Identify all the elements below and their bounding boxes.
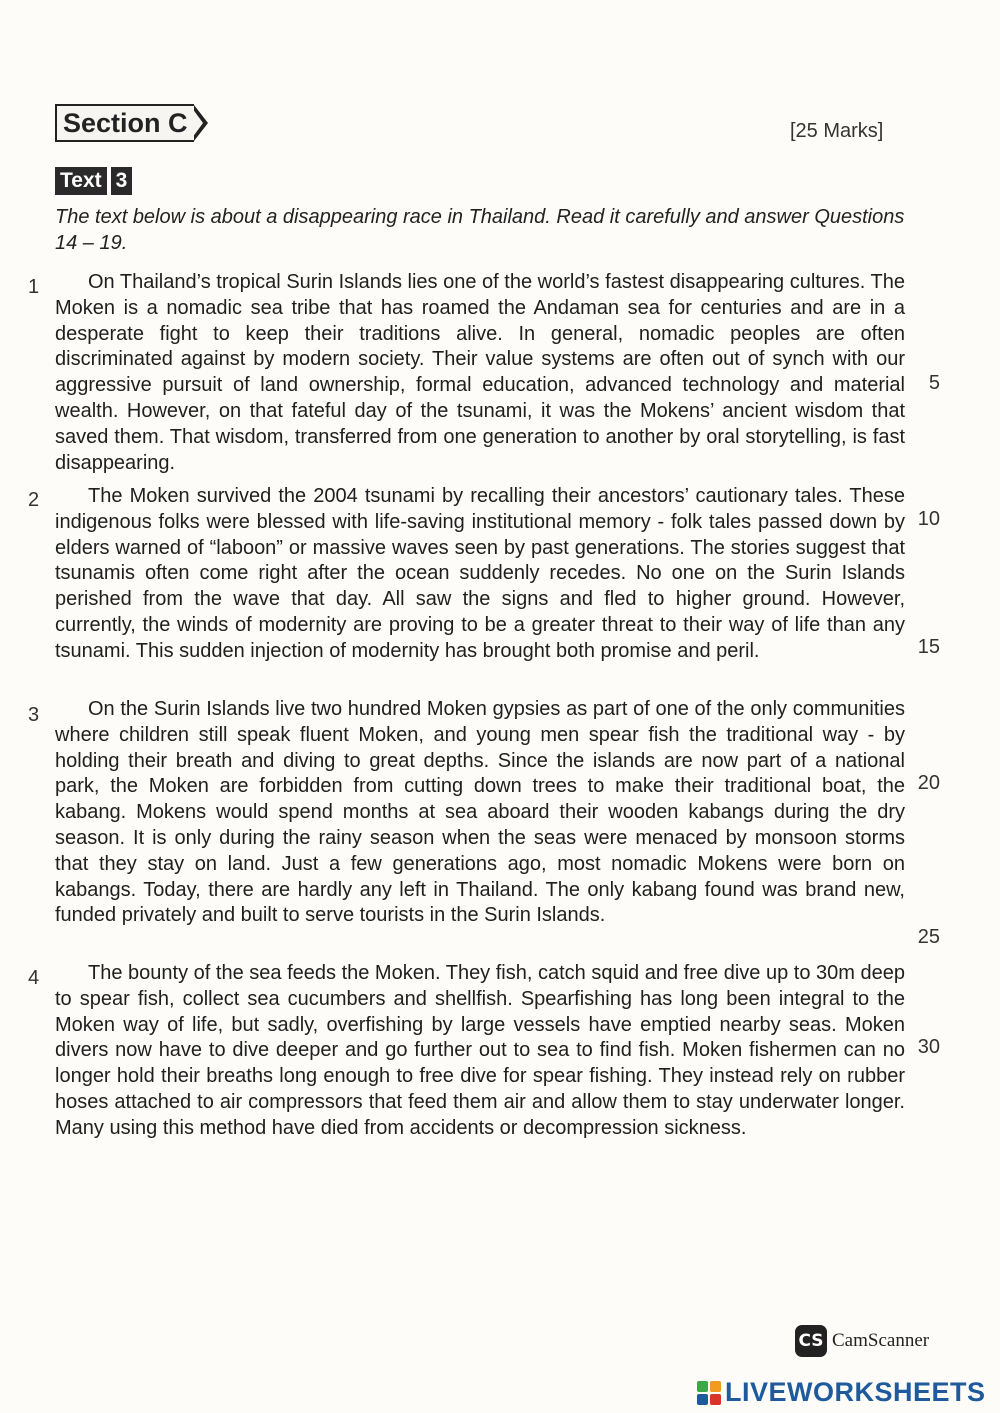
text-label-number: 3 bbox=[111, 167, 133, 195]
line-number: 30 bbox=[917, 1036, 940, 1058]
camscanner-text: CamScanner bbox=[832, 1330, 930, 1351]
camscanner-logo-icon: CS bbox=[795, 1325, 827, 1357]
line-number: 20 bbox=[917, 772, 940, 794]
section-arrow-icon bbox=[194, 105, 208, 141]
paragraph-4 bbox=[55, 961, 905, 1142]
paragraph-number: 4 bbox=[28, 967, 40, 989]
paragraph-3 bbox=[55, 697, 905, 929]
paragraph-number: 2 bbox=[28, 489, 40, 511]
section-tag bbox=[55, 104, 208, 142]
paragraph-1 bbox=[55, 270, 905, 476]
line-number: 15 bbox=[917, 636, 940, 658]
line-number: 5 bbox=[928, 372, 940, 394]
paragraph-text: The Moken survived the 2004 tsunami by recalling their ancestors’ cautionary tales. These indigenous folks were blessed with life-saving institutional memory - folk tales passed down by elders warned of “laboon” or massive waves seen by past generations. The stories suggest that tsunamis often come right after the ocean suddenly recedes. No one on the Surin Islands perished from the wave that day. All saw the signs and fled to higher ground. However, currently, the winds of modernity are proving to be a greater threat to their way of life than any tsunami. This sudden injection of modernity has brought both promise and peril. bbox=[55, 485, 905, 662]
instructions: The text below is about a disappearing race in Thailand. Read it carefully and answer Questions 14 – 19. bbox=[55, 206, 905, 254]
paragraph-number: 3 bbox=[28, 704, 40, 726]
camscanner-watermark bbox=[795, 1325, 929, 1357]
paragraph-text: The bounty of the sea feeds the Moken. They fish, catch squid and free dive up to 30m deep to spear fish, collect sea cucumbers and shellfish. Spearfishing has long been integral to the Moken way of life, but sadly, overfishing by large vessels have emptied nearby seas. Moken divers now have to dive deeper and go further out to sea to find fish. Moken fishermen can no longer hold their breaths long enough to free dive for spear fishing. They instead rely on rubber hoses attached to air compressors that feed them air and allow them to stay underwater longer. Many using this method have died from accidents or decompression sickness. bbox=[55, 962, 905, 1139]
paragraph-text: On the Surin Islands live two hundred Moken gypsies as part of one of the only communities where children still speak fluent Moken, and young men spear fish the traditional way - by holding their breath and diving to great depths. Since the islands are now part of a national park, the Moken are forbidden from cutting down trees to make their traditional boat, the kabang. Mokens would spend months at sea aboard their wooden kabangs during the dry season. It is only during the rainy season when the seas were menaced by monsoon storms that they stay on land. Just a few generations ago, most nomadic Mokens were born on kabangs. Today, there are hardly any left in Thailand. The only kabang found was brand new, funded privately and built to serve tourists in the Surin Islands. bbox=[55, 698, 905, 927]
liveworksheets-text: LIVEWORKSHEETS bbox=[725, 1377, 986, 1407]
liveworksheets-watermark bbox=[697, 1377, 986, 1408]
line-number: 25 bbox=[917, 926, 940, 948]
liveworksheets-logo-icon bbox=[697, 1381, 721, 1405]
paragraph-2 bbox=[55, 484, 905, 665]
section-label: Section C bbox=[55, 104, 194, 142]
marks-label: [25 Marks] bbox=[790, 120, 884, 142]
text-number-label bbox=[55, 167, 132, 195]
paragraph-text: On Thailand’s tropical Surin Islands lies one of the world’s fastest disappearing cultures. The Moken is a nomadic sea tribe that has roamed the Andaman sea for centuries and are in a desperate fight to keep their traditions alive. In general, nomadic peoples are often discriminated against by modern society. Their value systems are often out of synch with our aggressive pursuit of land ownership, formal education, advanced technology and material wealth. However, on that fateful day of the tsunami, it was the Mokens’ ancient wisdom that saved them. That wisdom, transferred from one generation to another by oral storytelling, is fast disappearing. bbox=[55, 271, 905, 474]
line-number: 10 bbox=[917, 508, 940, 530]
paragraph-number: 1 bbox=[28, 276, 40, 298]
text-label-word: Text bbox=[55, 167, 107, 195]
